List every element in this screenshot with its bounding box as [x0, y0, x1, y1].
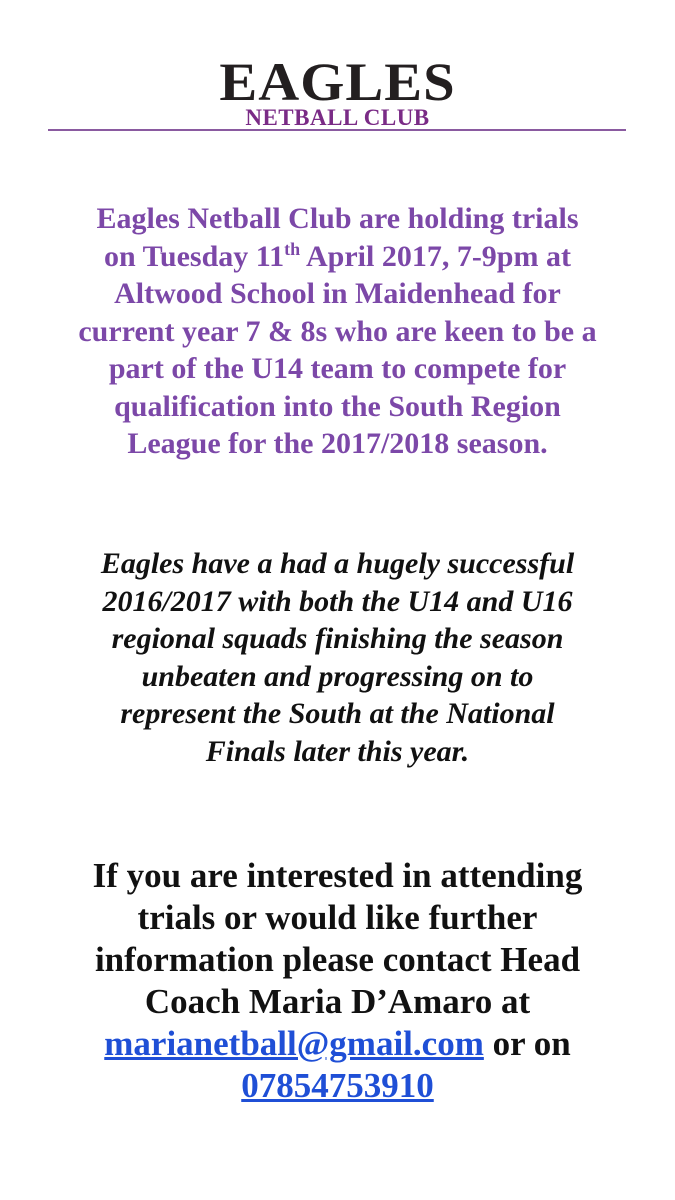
contact-line: If you are interested in attending	[92, 856, 583, 895]
announcement-line: League for the 2017/2018 season.	[127, 427, 548, 460]
success-line: regional squads finishing the season	[111, 622, 564, 655]
announcement-line: part of the U14 team to compete for	[108, 352, 567, 385]
success-paragraph	[20, 545, 655, 770]
announcement-line: qualification into the South Region	[114, 389, 561, 423]
announcement-line: Eagles Netball Club are holding trials	[96, 202, 579, 235]
success-line: Eagles have a had a hugely successful	[100, 547, 575, 580]
contact-line: Coach Maria D’Amaro at	[144, 982, 531, 1021]
announcement-line	[20, 238, 655, 276]
announcement-line-part: April 2017, 7-9pm at	[300, 239, 571, 273]
announcement-line: Altwood School in Maidenhead for	[114, 277, 561, 310]
phone-link[interactable]: 07854753910	[241, 1066, 434, 1105]
ordinal-suffix: th	[284, 238, 301, 259]
announcement-line: current year 7 & 8s who are keen to be a	[78, 314, 597, 348]
success-line: unbeaten and progressing on to	[141, 659, 534, 693]
logo-subtitle: NETBALL CLUB	[245, 105, 430, 130]
club-logo	[0, 52, 675, 130]
trials-announcement	[20, 200, 655, 463]
announcement-line-part: on Tuesday 11	[104, 239, 285, 273]
contact-line	[20, 1023, 655, 1065]
success-line: Finals later this year.	[205, 734, 470, 768]
contact-line: information please contact Head	[94, 940, 581, 979]
contact-line	[20, 1065, 655, 1107]
success-line: represent the South at the National	[120, 697, 555, 730]
logo-title: EAGLES	[219, 52, 456, 112]
contact-paragraph	[20, 855, 655, 1107]
header-divider	[48, 129, 626, 131]
email-link[interactable]: marianetball@gmail.com	[104, 1024, 484, 1063]
success-line: 2016/2017 with both the U14 and U16	[102, 584, 573, 618]
contact-line: trials or would like further	[137, 898, 538, 937]
or-on-text: or on	[483, 1024, 571, 1063]
